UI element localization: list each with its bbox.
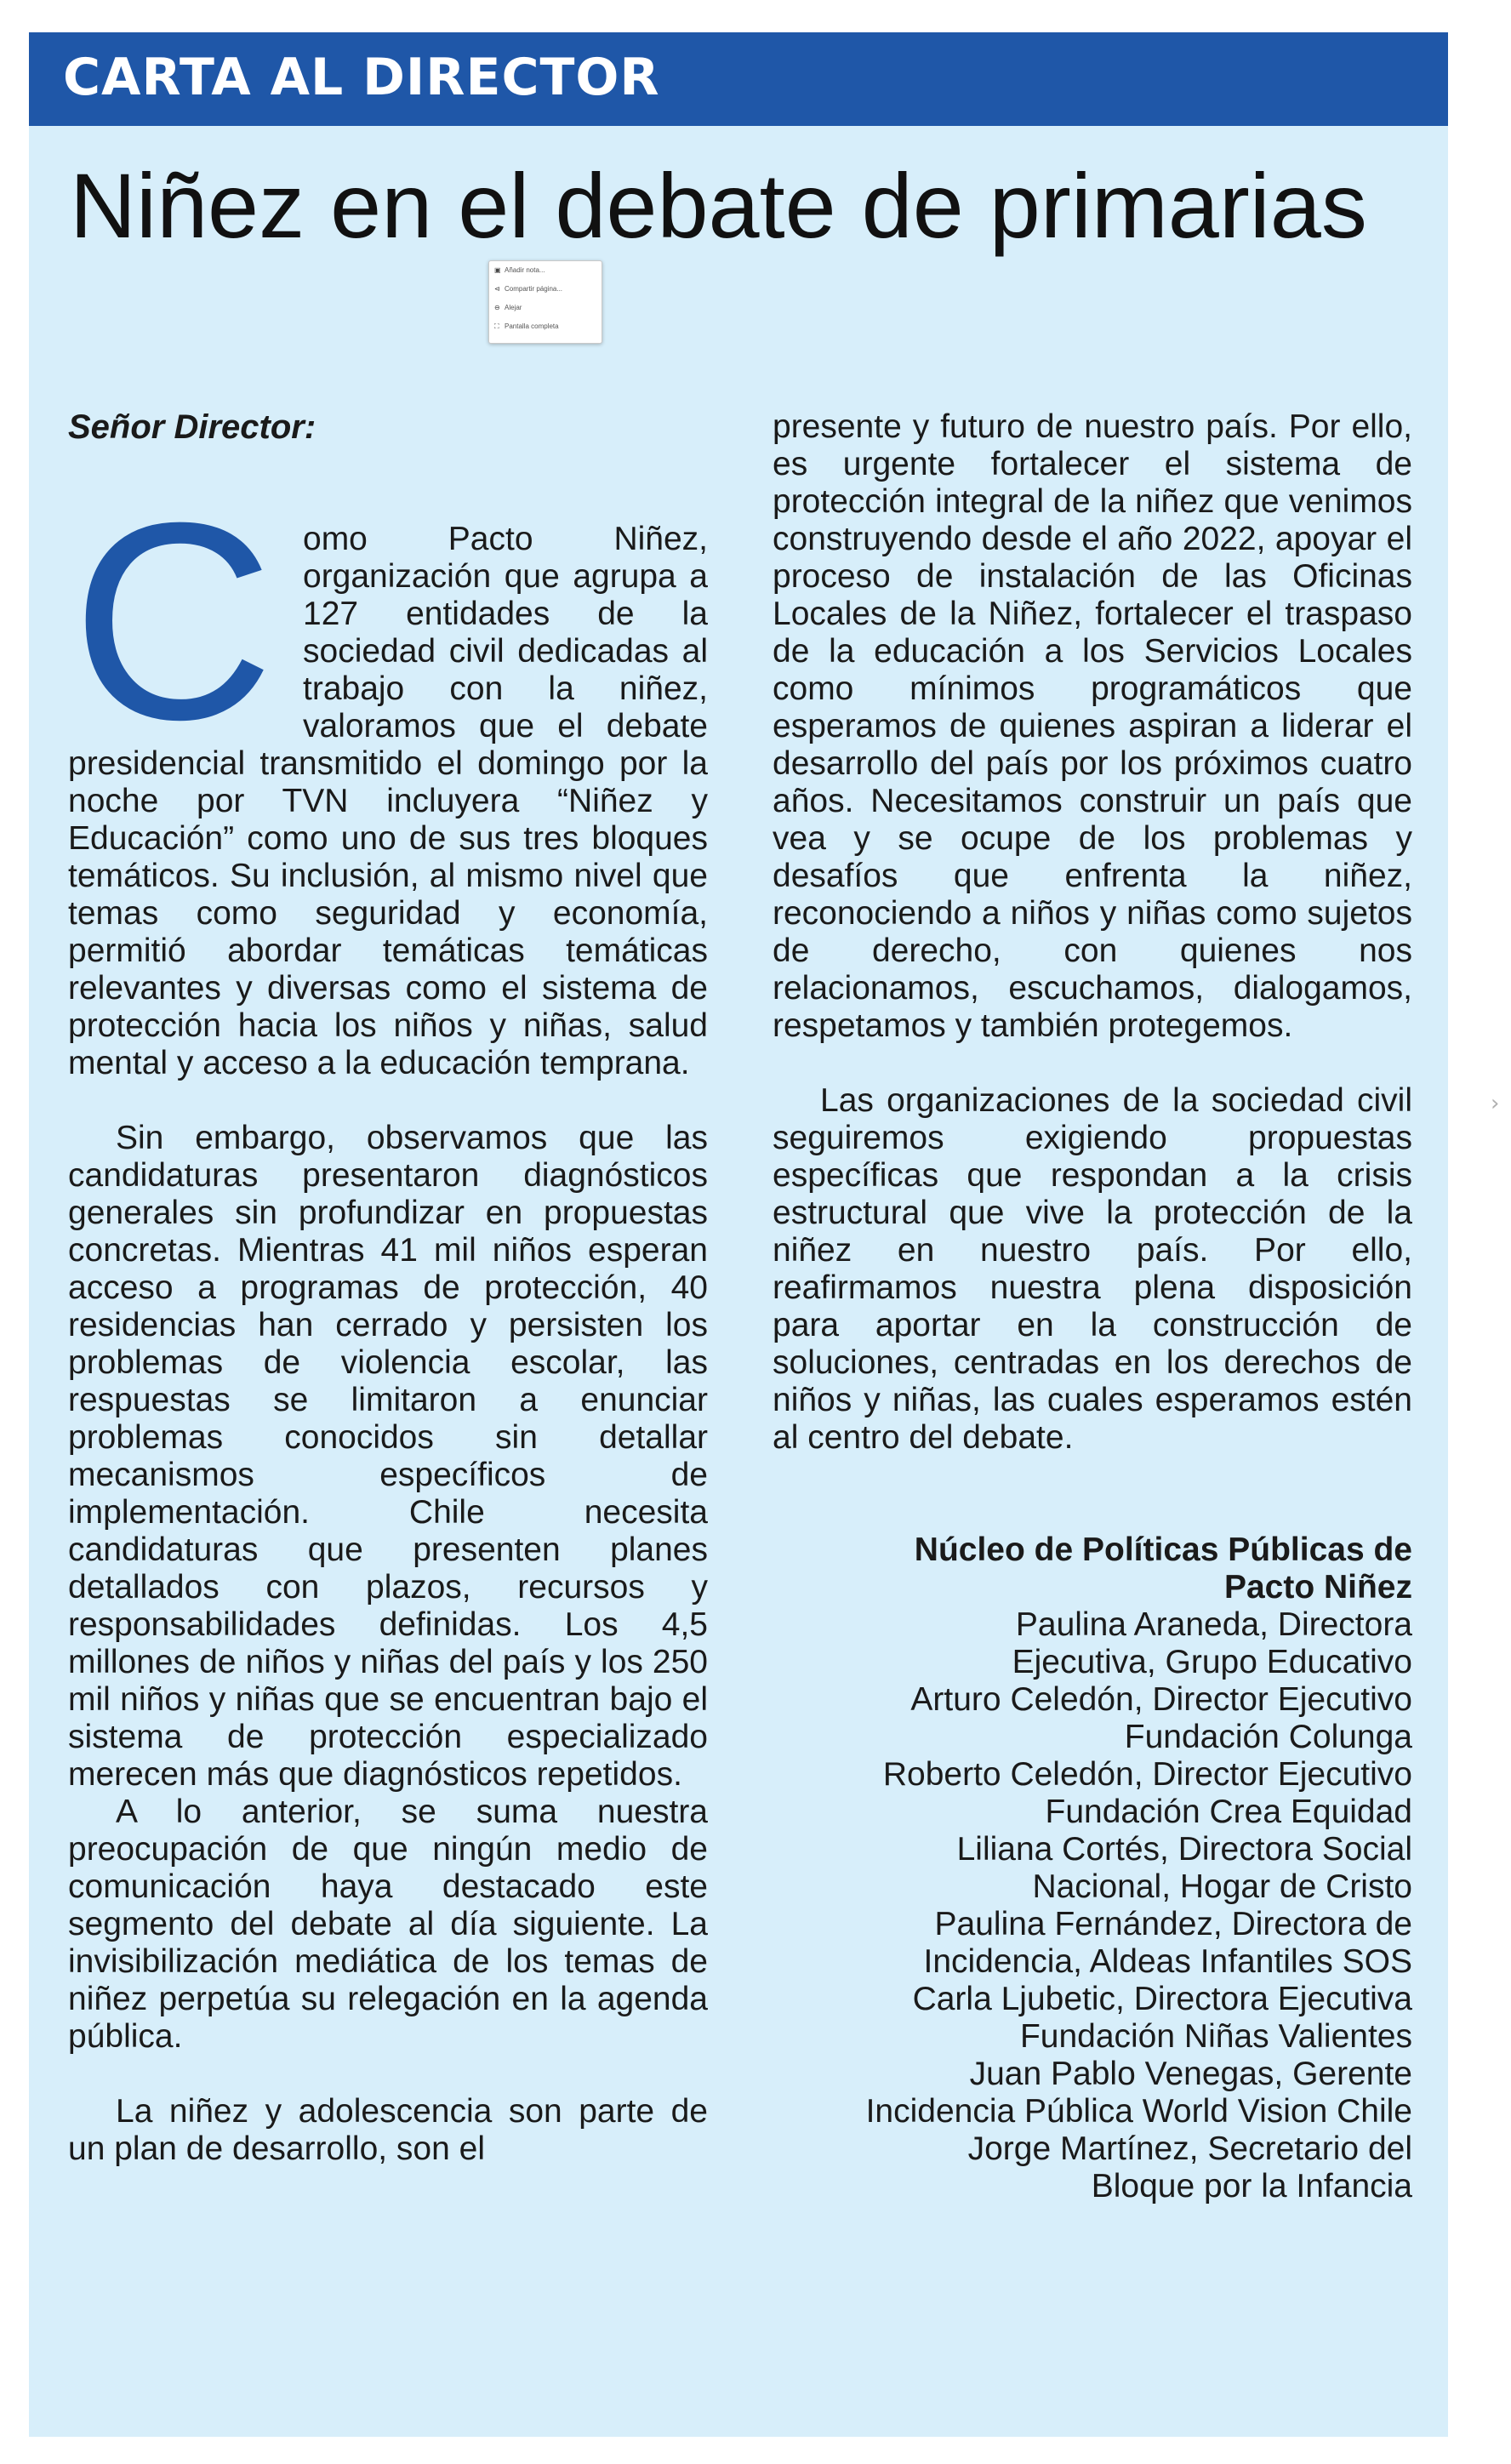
headline: Niñez en el debate de primarias: [70, 154, 1367, 257]
signature-line: Paulina Fernández, Directora de: [934, 1906, 1412, 1942]
paragraph-2: Sin embargo, observamos que las candidaturas presentaron diagnósticos generales sin profundizar en propuestas concretas. Mientras 41 mil niños esperan acceso a programas de protección, 40 residencias han cerrado y persisten los problemas de violencia escolar, las respuestas se limitaron a enunciar problemas conocidos sin detallar mecanismos específicos de implementación. Chile necesita candidaturas que presenten planes detallados con plazos, recursos y responsabilidades definidas. Los 4,5 millones de niños y niñas del país y los 250 mil niños y niñas que se encuentran bajo el sistema de protección especializado merecen más que diagnósticos repetidos.: [68, 1120, 708, 1793]
note-icon: ▣: [494, 266, 501, 274]
menu-item-share[interactable]: [489, 280, 602, 299]
share-icon: ⊲: [494, 285, 500, 293]
chevron-right-icon[interactable]: ›: [1491, 1091, 1500, 1116]
paragraph-5: presente y futuro de nuestro país. Por ello, es urgente fortalecer el sistema de protección integral de la niñez que venimos construyendo desde el año 2022, apoyar el proceso de instalación de las Oficinas Locales de la Niñez, fortalecer el traspaso de la educación a los Servicios Locales como mínimos programáticos que esperamos de quienes aspiran a liderar el desarrollo del país por los próximos cuatro años. Necesitamos construir un país que vea y se ocupe de los problemas y desafíos que enfrenta la niñez, reconociendo a niños y niñas como sujetos de derecho, con quienes nos relacionamos, escuchamos, dialogamos, respetamos y también protegemos.: [773, 408, 1412, 1044]
menu-item-add-note[interactable]: [489, 261, 602, 280]
menu-item-zoom-out[interactable]: [489, 299, 602, 317]
signature-line: Incidencia Pública World Vision Chile: [865, 2093, 1412, 2130]
paragraph-4: La niñez y adolescencia son parte de un plan de desarrollo, son el: [68, 2093, 708, 2167]
signature-line: Carla Ljubetic, Directora Ejecutiva: [912, 1981, 1412, 2017]
signature-line: Nacional, Hogar de Cristo: [1032, 1868, 1412, 1905]
signature-line: Roberto Celedón, Director Ejecutivo: [882, 1756, 1412, 1793]
drop-cap: [68, 521, 291, 733]
signature-line: Incidencia, Aldeas Infantiles SOS: [923, 1943, 1412, 1980]
signature-block: [773, 1531, 1412, 2205]
signature-line: Fundación Colunga: [1124, 1719, 1412, 1755]
paragraph-3: A lo anterior, se suma nuestra preocupación de que ningún medio de comunicación haya destacado este segmento del debate al día siguiente. La invisibilización mediática de los temas de niñez perpetúa su relegación en la agenda pública.: [68, 1794, 708, 2055]
paragraph-6: Las organizaciones de la sociedad civil seguiremos exigiendo propuestas específicas que respondan a la crisis estructural que vive la protección de la niñez en nuestro país. Por ello, reafirmamos nuestra plena disposición para aportar en la construcción de soluciones, centradas en los derechos de niños y niñas, las cuales esperamos estén al centro del debate.: [773, 1082, 1412, 1456]
section-banner: [29, 32, 1448, 126]
signature-line: Fundación Niñas Valientes: [1019, 2018, 1412, 2055]
signature-line: Jorge Martínez, Secretario del: [967, 2130, 1412, 2167]
menu-item-label: Compartir página...: [505, 285, 563, 293]
menu-item-fullscreen[interactable]: [489, 317, 602, 336]
context-menu: [488, 260, 602, 344]
menu-item-label: Añadir nota...: [505, 266, 545, 274]
signature-line: Ejecutiva, Grupo Educativo: [1012, 1644, 1412, 1680]
section-title: CARTA AL DIRECTOR: [63, 48, 660, 107]
left-column: [68, 408, 708, 2168]
signature-line: Arturo Celedón, Director Ejecutivo: [910, 1681, 1412, 1718]
zoom-out-icon: ⊖: [494, 304, 500, 311]
signature-org: Núcleo de Políticas Públicas de: [914, 1531, 1412, 1568]
right-column: [773, 408, 1412, 2205]
menu-item-label: Pantalla completa: [505, 322, 559, 330]
salutation: Señor Director:: [68, 408, 316, 446]
signature-org: Pacto Niñez: [1223, 1569, 1412, 1606]
signature-line: Paulina Araneda, Directora: [1015, 1606, 1412, 1643]
menu-item-label: Alejar: [505, 304, 522, 311]
paragraph-1: omo Pacto Niñez, organización que agrupa a 127 entidades de la sociedad civil dedicadas al trabajo con la niñez, valoramos que el debate presidencial transmitido el domingo por la noche por TVN incluyera “Niñez y Educación” como uno de sus tres bloques temáticos. Su inclusión, al mismo nivel que temas como seguridad y economía, permitió abordar temáticas temáticas relevantes y diversas como el sistema de protección hacia los niños y niñas, salud mental y acceso a la educación temprana.: [68, 521, 708, 1081]
signature-line: Fundación Crea Equidad: [1045, 1794, 1412, 1830]
signature-line: Bloque por la Infancia: [1091, 2168, 1412, 2204]
fullscreen-icon: ⛶: [494, 322, 499, 330]
drop-cap-letter: C: [71, 521, 275, 733]
signature-line: Juan Pablo Venegas, Gerente: [969, 2056, 1412, 2092]
newspaper-page: [29, 32, 1448, 2437]
signature-line: Liliana Cortés, Directora Social: [956, 1831, 1412, 1868]
